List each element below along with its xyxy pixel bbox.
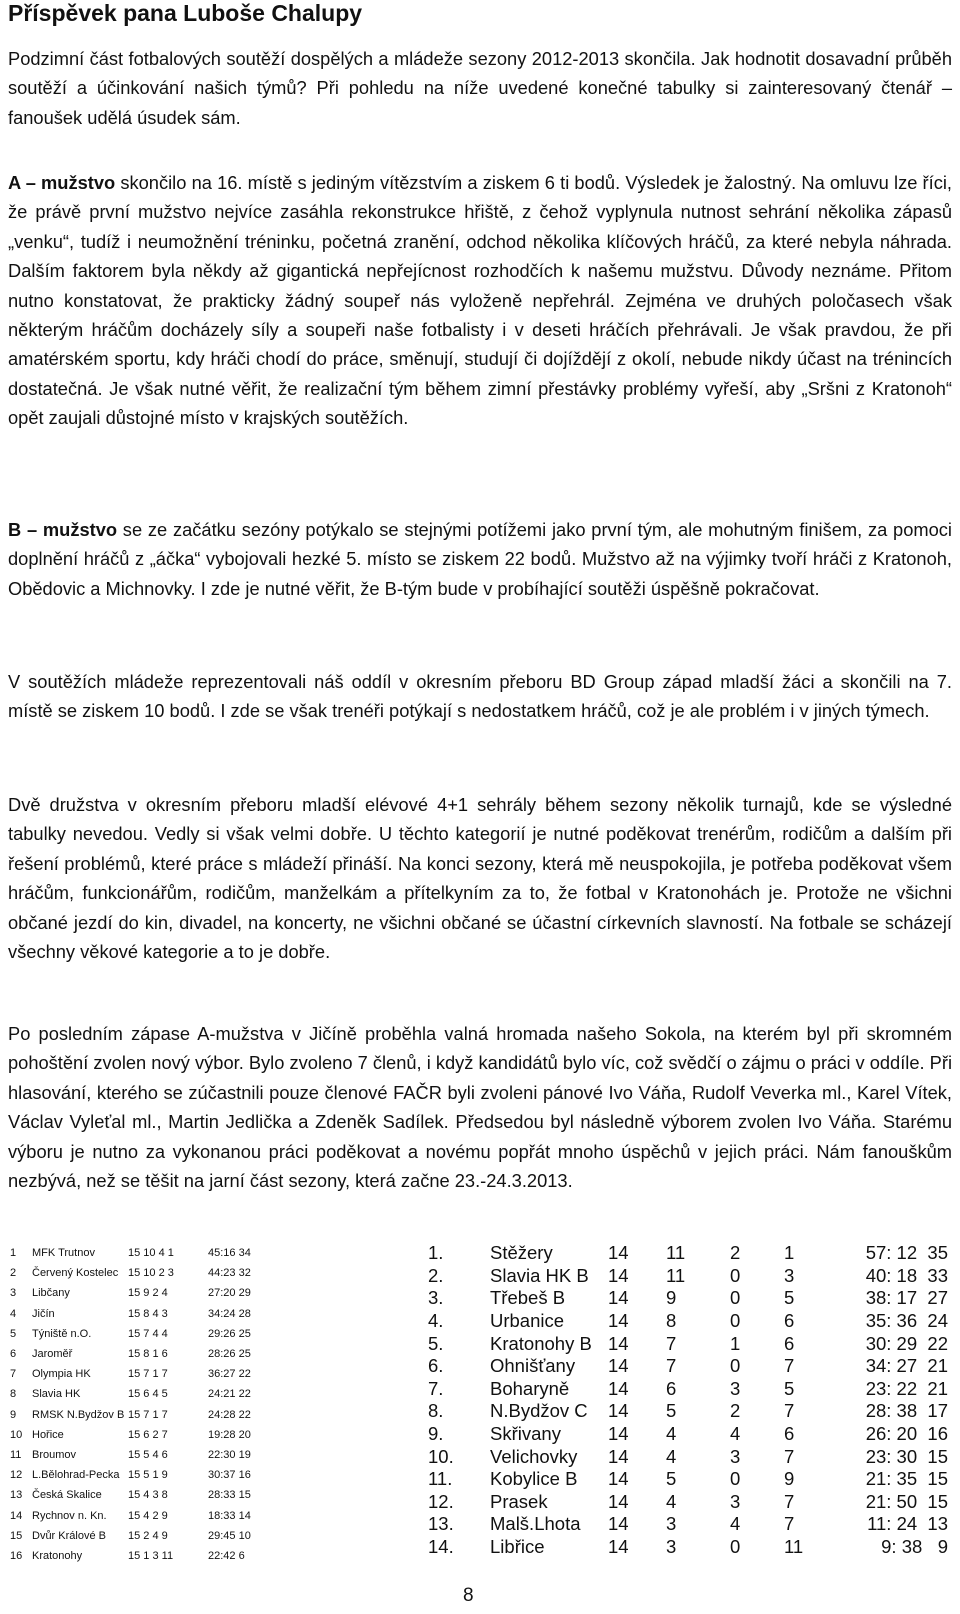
table-cell: 29:45 10 [208, 1529, 251, 1542]
table-cell: 24:28 22 [208, 1408, 251, 1421]
table-cell: 36:27 22 [208, 1368, 251, 1381]
b-team-text: se ze začátku sezóny potýkalo se stejnými potížemi jako první tým, ale mohutným finišem, za pomoci doplnění hráčů z „áčka“ vybojovali hezké 5. místo se ziskem 22 bodů. Mužstvo až na výjimky tvoří hráči z Kratonoh, Obědovic a Michnovky. I zde je nutné věřit, že B-tým bude v probíhající soutěži úspěšně pokračovat. [8, 519, 952, 599]
table-cell: 18:33 14 [208, 1509, 251, 1522]
table-cell: 14 [608, 1377, 629, 1399]
table-cell: 28: 38 17 [865, 1400, 948, 1422]
table-cell: 34: 27 21 [865, 1355, 948, 1377]
table-cell: 5 [666, 1400, 677, 1422]
table-cell: 8 [10, 1388, 17, 1401]
table-row [10, 1505, 251, 1525]
table-cell: 0 [730, 1536, 741, 1558]
table-cell: 7. [428, 1377, 444, 1399]
table-cell: 15 7 1 7 [128, 1408, 168, 1421]
table-cell: 1. [428, 1242, 444, 1264]
table-cell: 4. [428, 1310, 444, 1332]
table-cell: 19:28 20 [208, 1428, 251, 1441]
table-cell: 14. [428, 1536, 454, 1558]
table-cell: 12 [10, 1469, 23, 1482]
table-cell: 45:16 34 [208, 1247, 251, 1260]
table-cell: 35: 36 24 [865, 1310, 948, 1332]
youth-paragraph: V soutěžích mládeže reprezentovali náš oddíl v okresním přeboru BD Group západ mladší žáci a skončili na 7. místě se ziskem 10 bodů. I zde se však trenéři potýkají s nedostatkem hráčů, což je ale problém i v jiných týmech. [8, 671, 952, 722]
table-row [10, 1364, 251, 1384]
table-cell: Rychnov n. Kn. [32, 1509, 107, 1522]
table-cell: 11 [784, 1536, 804, 1558]
table-cell: N.Bydžov C [490, 1400, 588, 1422]
table-cell: 0 [730, 1468, 741, 1490]
table-cell: 14 [608, 1513, 629, 1535]
table-cell: 15 2 4 9 [128, 1529, 168, 1542]
table-row [10, 1263, 251, 1283]
table-cell: Kratonohy B [490, 1332, 592, 1354]
table-cell: 15 5 1 9 [128, 1469, 168, 1482]
a-team-league-table [10, 1243, 251, 1566]
table-cell: Hořice [32, 1428, 64, 1441]
table-cell: 14 [608, 1423, 629, 1445]
table-cell: 14 [608, 1445, 629, 1467]
table-cell: 15 8 1 6 [128, 1348, 168, 1361]
table-cell: Broumov [32, 1448, 77, 1461]
table-row [10, 1324, 251, 1344]
table-row [428, 1332, 954, 1355]
table-cell: 9 [784, 1468, 795, 1490]
table-cell: 5 [666, 1468, 677, 1490]
table-cell: 57: 12 35 [865, 1242, 948, 1264]
table-cell: Kratonohy [32, 1549, 83, 1562]
table-row [428, 1423, 954, 1446]
meeting-paragraph: Po posledním zápase A-mužstva v Jičíně proběhla valná hromada našeho Sokola, na kterém byl při skromném pohoštění zvolen nový výbor. Bylo zvoleno 7 členů, i když kandidátů bylo víc, což svědčí o zájmu o práci v oddíle. Při hlasování, kterého se zúčastnili pouze členové FAČR byli zvoleni pánové Ivo Váňa, Rudolf Veverka ml., Karel Vítek, Václav Vyleťal ml., Martin Jedlička a Zdeněk Sadílek. Předsedou byl následně výborem zvolen Ivo Váňa. Starému výboru je nutno za vykonanou práci poděkovat a novému popřát mnoho úspěchů v jejich práci. Nám fanouškům nezbývá, než se těšit na jarní část sezony, která začne 23.-24.3.2013. [8, 1023, 953, 1192]
table-cell: 0 [730, 1355, 741, 1377]
table-cell: 1 [10, 1247, 17, 1260]
table-cell: 4 [10, 1307, 17, 1320]
table-cell: 1 [784, 1242, 795, 1264]
table-cell: Týniště n.O. [32, 1327, 92, 1340]
table-cell: 0 [730, 1310, 741, 1332]
table-cell: Kobylice B [490, 1468, 578, 1490]
table-row [10, 1405, 251, 1425]
table-cell: 27:20 29 [208, 1287, 251, 1300]
table-cell: 15 8 4 3 [128, 1307, 168, 1320]
table-cell: 14 [608, 1332, 629, 1354]
kids-paragraph: Dvě družstva v okresním přeboru mladší elévové 4+1 sehrály během sezony několik turnajů, kde se výsledné tabulky nevedou. Vedly si však velmi dobře. U těchto kategorií je nutné poděkovat trenérům, rodičům a dalším při řešení problémů, které práce s mládeží přináší. Na konci sezony, která mě neuspokojila, je potřeba poděkovat všem hráčům, funkcionářům, rodičům, manželkám a přítelkyním za to, že fotbal v Kratonohách je. Protože ne všichni občané jezdí do kin, divadel, na koncerty, ne všichni občané se účastní církevních slavností. Na fotbale se scházejí všechny věkové kategorie a to je dobře. [8, 794, 952, 963]
table-cell: 15 6 4 5 [128, 1388, 168, 1401]
table-cell: 6 [10, 1348, 17, 1361]
table-cell: 4 [666, 1445, 677, 1467]
table-row [10, 1485, 251, 1505]
table-cell: 11: 24 13 [867, 1513, 948, 1535]
table-cell: 30:37 16 [208, 1469, 251, 1482]
table-cell: 14 [608, 1242, 629, 1264]
table-cell: Třebeš B [490, 1287, 566, 1309]
table-row [10, 1546, 251, 1566]
table-cell: Libčany [32, 1287, 70, 1300]
table-cell: 5 [784, 1377, 795, 1399]
table-cell: 7 [784, 1513, 795, 1535]
table-cell: 2. [428, 1264, 444, 1286]
table-cell: 5 [784, 1287, 795, 1309]
table-cell: 7 [784, 1445, 795, 1467]
table-row [10, 1344, 251, 1364]
table-row [10, 1445, 251, 1465]
table-row [428, 1491, 954, 1514]
table-cell: 7 [784, 1400, 795, 1422]
table-cell: 40: 18 33 [865, 1264, 948, 1286]
table-cell: 15 5 4 6 [128, 1448, 168, 1461]
table-cell: 3 [10, 1287, 17, 1300]
table-cell: 0 [730, 1287, 741, 1309]
table-cell: 3 [666, 1536, 677, 1558]
table-row [428, 1400, 954, 1423]
table-cell: L.Bělohrad-Pecka [32, 1469, 120, 1482]
table-cell: Prasek [490, 1490, 548, 1512]
table-cell: 7 [666, 1355, 677, 1377]
a-team-label: A – mužstvo [8, 172, 116, 193]
a-team-text: skončilo na 16. místě s jediným vítězstvím a ziskem 6 ti bodů. Výsledek je žalostný. Na omluvu lze říci, že právě první mužstvo nejvíce zasáhla rekonstrukce hřiště, z čehož vyplynula nutnost sehrání několika zápasů „venku“, tudíž i neumožnění tréninku, početná zranění, odchod několika klíčových hráčů, za které nebyla náhrada. Dalším faktorem byla někdy až gigantická nepřejícnost rozhodčích k našemu mužstvu. Důvody neznáme. Přitom nutno konstatovat, že prakticky žádný soupeř nás vyloženě nepřehrál. Zejména ve druhých poločasech však některým hráčům docházely síly a soupeři naše fotbalisty i v deseti hráčích přehrávali. Je však pravdou, že při amatérském sportu, kdy hráči chodí do práce, směnují, studují či dojíždějí z okolí, nebude nikdy účast na trénincích dostatečná. Je však nutné věřit, že realizační tým během zimní přestávky problémy vyřeší, aby „Sršni z Kratonoh“ opět zaujali důstojné místo v krajských soutěžích. [8, 172, 952, 429]
table-cell: 14 [608, 1287, 629, 1309]
table-cell: Jaroměř [32, 1348, 73, 1361]
table-cell: 8. [428, 1400, 444, 1422]
table-cell: 14 [608, 1536, 629, 1558]
table-cell: 14 [608, 1490, 629, 1512]
table-row [428, 1513, 954, 1536]
table-cell: 21: 50 15 [865, 1490, 948, 1512]
table-row [10, 1425, 251, 1445]
table-cell: 22:42 6 [208, 1549, 245, 1562]
table-cell: 9 [10, 1408, 17, 1421]
table-cell: Urbanice [490, 1310, 565, 1332]
table-cell: 2 [10, 1267, 17, 1280]
table-row [10, 1465, 251, 1485]
table-cell: 11 [666, 1242, 686, 1264]
table-row [428, 1468, 954, 1491]
table-cell: 4 [666, 1490, 677, 1512]
table-row [10, 1526, 251, 1546]
table-row [428, 1445, 954, 1468]
table-row [10, 1304, 251, 1324]
table-row [428, 1287, 954, 1310]
table-cell: 26: 20 16 [865, 1423, 948, 1445]
intro-paragraph: Podzimní část fotbalových soutěží dospělých a mládeže sezony 2012-2013 skončila. Jak hodnotit dosavadní průběh soutěží a účinkování našich týmů? Při pohledu na níže uvedené konečné tabulky si zainteresovaný čtenář – fanoušek udělá úsudek sám. [8, 48, 952, 128]
a-team-paragraph [8, 168, 952, 433]
table-cell: 4 [666, 1423, 677, 1445]
b-team-paragraph [8, 515, 952, 603]
table-row [428, 1242, 954, 1265]
table-cell: 3 [730, 1377, 741, 1399]
table-cell: Červený Kostelec [32, 1267, 119, 1280]
table-cell: 11 [666, 1264, 686, 1286]
table-cell: 4 [730, 1513, 741, 1535]
table-cell: 6. [428, 1355, 444, 1377]
table-cell: 28:33 15 [208, 1489, 251, 1502]
table-cell: Malš.Lhota [490, 1513, 581, 1535]
table-cell: Slavia HK [32, 1388, 81, 1401]
table-cell: 23: 22 21 [865, 1377, 948, 1399]
table-cell: 15 4 3 8 [128, 1489, 168, 1502]
table-row [428, 1310, 954, 1333]
table-cell: 14 [608, 1355, 629, 1377]
table-cell: 9. [428, 1423, 444, 1445]
table-cell: 7 [784, 1355, 795, 1377]
table-cell: 15 7 1 7 [128, 1368, 168, 1381]
table-cell: 22:30 19 [208, 1448, 251, 1461]
table-cell: 38: 17 27 [865, 1287, 948, 1309]
table-cell: 14 [10, 1509, 23, 1522]
table-cell: Slavia HK B [490, 1264, 589, 1286]
table-cell: 7 [10, 1368, 17, 1381]
table-cell: Velichovky [490, 1445, 578, 1467]
table-cell: 28:26 25 [208, 1348, 251, 1361]
table-cell: 3 [784, 1264, 795, 1286]
table-cell: 0 [730, 1264, 741, 1286]
table-cell: 15 9 2 4 [128, 1287, 168, 1300]
b-team-league-table [428, 1242, 954, 1558]
table-cell: 7 [666, 1332, 677, 1354]
table-cell: 6 [666, 1377, 677, 1399]
table-cell: 15 6 2 7 [128, 1428, 168, 1441]
table-cell: 29:26 25 [208, 1327, 251, 1340]
table-cell: 14 [608, 1400, 629, 1422]
table-cell: 3 [730, 1490, 741, 1512]
table-cell: 5 [10, 1327, 17, 1340]
table-cell: 1 [730, 1332, 741, 1354]
table-cell: RMSK N.Bydžov B [32, 1408, 125, 1421]
table-cell: 16 [10, 1549, 23, 1562]
table-row [428, 1355, 954, 1378]
table-cell: 12. [428, 1490, 454, 1512]
table-row [10, 1283, 251, 1303]
page-number: 8 [463, 1585, 474, 1606]
table-cell: 7 [784, 1490, 795, 1512]
table-cell: Dvůr Králové B [32, 1529, 106, 1542]
table-cell: 24:21 22 [208, 1388, 251, 1401]
table-row [10, 1243, 251, 1263]
table-cell: 30: 29 22 [865, 1332, 948, 1354]
table-cell: Česká Skalice [32, 1489, 102, 1502]
table-cell: 15 7 4 4 [128, 1327, 168, 1340]
table-cell: 8 [666, 1310, 677, 1332]
table-cell: Olympia HK [32, 1368, 91, 1381]
table-cell: 13 [10, 1489, 23, 1502]
table-row [428, 1378, 954, 1401]
table-cell: 3 [730, 1445, 741, 1467]
b-team-label: B – mužstvo [8, 519, 118, 540]
table-cell: 44:23 32 [208, 1267, 251, 1280]
table-cell: 15 [10, 1529, 23, 1542]
table-cell: 11. [428, 1468, 453, 1490]
table-cell: Libřice [490, 1536, 545, 1558]
table-cell: 4 [730, 1423, 741, 1445]
table-row [10, 1384, 251, 1404]
table-cell: 15 10 4 1 [128, 1247, 174, 1260]
table-cell: 2 [730, 1400, 741, 1422]
table-cell: 21: 35 15 [865, 1468, 948, 1490]
table-cell: 10 [10, 1428, 23, 1441]
table-cell: 3. [428, 1287, 444, 1309]
table-cell: 34:24 28 [208, 1307, 251, 1320]
table-cell: 10. [428, 1445, 454, 1467]
table-cell: 2 [730, 1242, 741, 1264]
table-cell: 11 [10, 1448, 22, 1461]
article-title: Příspěvek pana Luboše Chalupy [8, 0, 363, 26]
table-cell: 15 10 2 3 [128, 1267, 174, 1280]
table-cell: 6 [784, 1423, 795, 1445]
table-cell: 15 1 3 11 [128, 1549, 174, 1562]
table-cell: 9: 38 9 [881, 1536, 948, 1558]
table-cell: Boharyně [490, 1377, 570, 1399]
table-cell: 3 [666, 1513, 677, 1535]
table-cell: 14 [608, 1264, 629, 1286]
table-cell: 14 [608, 1468, 629, 1490]
table-cell: Ohnišťany [490, 1355, 576, 1377]
table-cell: 14 [608, 1310, 629, 1332]
table-cell: Stěžery [490, 1242, 553, 1264]
table-cell: Jičín [32, 1307, 55, 1320]
table-cell: 9 [666, 1287, 677, 1309]
table-cell: 6 [784, 1332, 795, 1354]
table-row [428, 1265, 954, 1288]
table-cell: MFK Trutnov [32, 1247, 95, 1260]
table-cell: 6 [784, 1310, 795, 1332]
table-cell: 23: 30 15 [865, 1445, 948, 1467]
table-cell: Skřivany [490, 1423, 561, 1445]
table-cell: 13. [428, 1513, 454, 1535]
table-row [428, 1536, 954, 1559]
table-cell: 5. [428, 1332, 444, 1354]
table-cell: 15 4 2 9 [128, 1509, 168, 1522]
